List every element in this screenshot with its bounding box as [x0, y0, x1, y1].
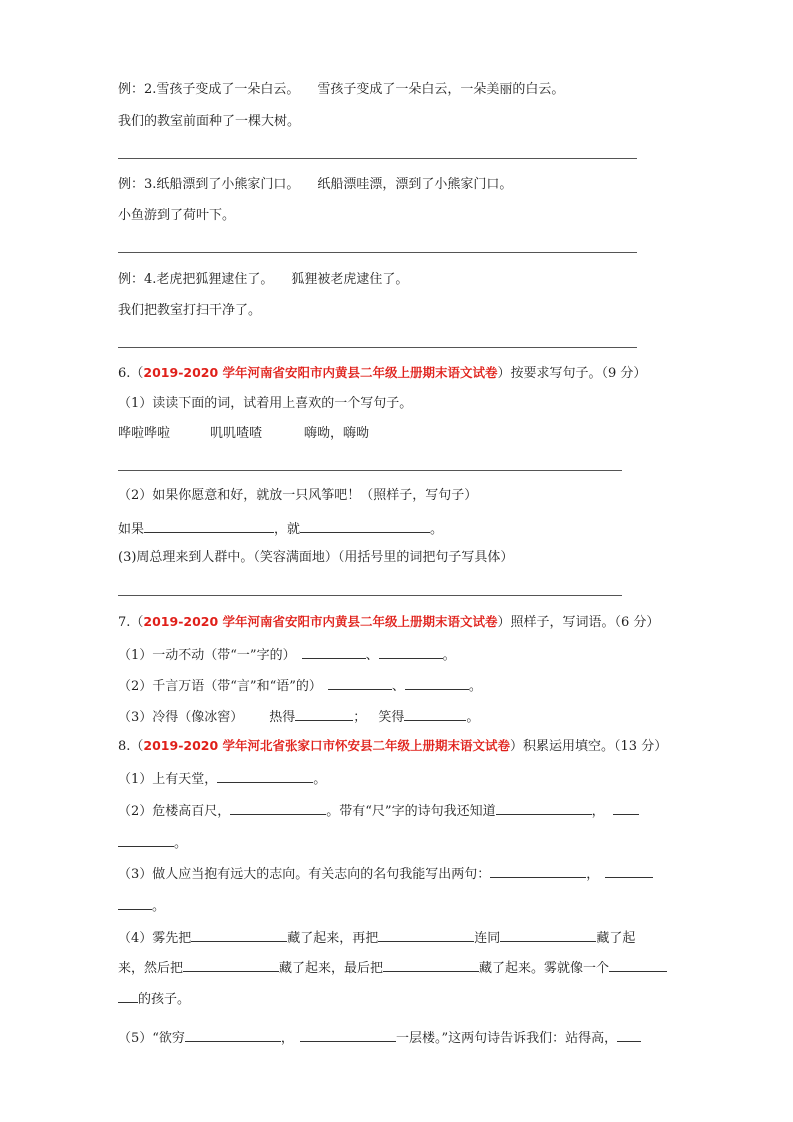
blank[interactable]	[605, 865, 653, 878]
blank[interactable]	[300, 1029, 396, 1042]
q8-sub4-cont	[118, 959, 667, 977]
answer-line[interactable]	[118, 347, 637, 348]
word: 哗啦哗啦	[118, 426, 171, 441]
q8-sub2	[118, 802, 639, 820]
q8-sub2-cont	[118, 834, 187, 852]
blank[interactable]	[609, 959, 667, 972]
prompt-sentence: 我们的教室前面种了一棵大树。	[118, 114, 301, 129]
blank[interactable]	[185, 1029, 281, 1042]
text: 。	[430, 522, 444, 537]
question-number: 6.（	[118, 366, 144, 381]
blank[interactable]	[383, 959, 479, 972]
q8-sub5	[118, 1029, 641, 1047]
text: 。	[468, 679, 482, 694]
text: 、	[391, 679, 405, 694]
blank[interactable]	[191, 929, 287, 942]
answer-line[interactable]	[118, 252, 637, 253]
example-rewritten: 狐狸被老虎逮住了。	[291, 272, 409, 287]
q8-sub3-cont	[118, 897, 165, 915]
blank[interactable]	[118, 897, 152, 910]
word: 叽叽喳喳	[210, 426, 263, 441]
text: （2）千言万语（带“言”和“语”的）	[118, 679, 322, 694]
q7-sub2	[118, 677, 482, 695]
text: 藏了起来，再把	[287, 931, 379, 946]
example-3	[118, 177, 512, 193]
text: 一层楼。”这两句诗告诉我们：站得高，	[395, 1031, 618, 1046]
question-instruction: ）照样子，写词语。（6 分）	[497, 615, 660, 630]
answer-line[interactable]	[118, 595, 622, 596]
blank[interactable]	[490, 865, 586, 878]
blank[interactable]	[217, 770, 313, 783]
answer-line[interactable]	[118, 470, 622, 471]
text: ；	[353, 710, 367, 725]
text: ，就	[274, 522, 301, 537]
text: ，	[280, 1031, 294, 1046]
q6-sub2-fill	[118, 520, 443, 538]
blank[interactable]	[328, 677, 392, 690]
prompt-sentence: 我们把教室打扫干净了。	[118, 303, 262, 318]
q8-sub4-end	[118, 990, 190, 1008]
blank[interactable]	[295, 708, 353, 721]
text: 藏了起	[596, 931, 636, 946]
question-6-heading	[118, 365, 646, 382]
example-original: 例：3.纸船漂到了小熊家门口。	[118, 177, 300, 192]
blank[interactable]	[500, 929, 596, 942]
text: 。	[174, 836, 188, 851]
source-label: 2019-2020 学年河南省安阳市内黄县二年级上册期末语文试卷	[143, 365, 498, 380]
text: 。	[466, 710, 480, 725]
text: 如果	[118, 522, 145, 537]
q7-sub1	[118, 646, 456, 664]
blank[interactable]	[118, 990, 138, 1003]
blank[interactable]	[302, 646, 366, 659]
q6-sub1: （1）读读下面的词，试着用上喜欢的一个写句子。	[118, 396, 413, 411]
text: （1）一动不动（带“一”字的）	[118, 648, 296, 663]
blank[interactable]	[617, 1029, 641, 1042]
text: 。带有“尺”字的诗句我还知道	[326, 804, 496, 819]
text: （1）上有天堂，	[118, 772, 218, 787]
text: ，	[591, 804, 605, 819]
blank[interactable]	[405, 677, 469, 690]
example-4	[118, 272, 408, 288]
q8-sub4	[118, 929, 635, 947]
word: 嗨呦，嗨呦	[304, 426, 370, 441]
source-label: 2019-2020 学年河北省张家口市怀安县二年级上册期末语文试卷	[143, 738, 511, 753]
blank[interactable]	[404, 708, 466, 721]
text: 来，然后把	[118, 961, 184, 976]
example-original: 例：4.老虎把狐狸逮住了。	[118, 272, 274, 287]
question-instruction: ）按要求写句子。（9 分）	[497, 366, 647, 381]
word-list	[118, 426, 369, 442]
text: 藏了起来。雾就像一个	[479, 961, 610, 976]
blank[interactable]	[118, 834, 174, 847]
example-rewritten: 雪孩子变成了一朵白云，一朵美丽的白云。	[317, 82, 565, 97]
text: （2）危楼高百尺，	[118, 804, 231, 819]
text: 笑得	[378, 710, 405, 725]
q8-sub1	[118, 770, 326, 788]
text: 热得	[269, 710, 296, 725]
blank[interactable]	[300, 520, 430, 533]
q8-sub3	[118, 865, 653, 883]
blank[interactable]	[379, 646, 443, 659]
question-instruction: ）积累运用填空。（13 分）	[510, 739, 668, 754]
blank[interactable]	[144, 520, 274, 533]
source-label: 2019-2020 学年河南省安阳市内黄县二年级上册期末语文试卷	[143, 614, 498, 629]
text: （4）雾先把	[118, 931, 192, 946]
question-number: 8.（	[118, 739, 144, 754]
text: ，	[586, 867, 600, 882]
answer-line[interactable]	[118, 158, 637, 159]
question-8-heading	[118, 738, 667, 755]
blank[interactable]	[496, 802, 592, 815]
text: （3）冷得（像冰窖）	[118, 710, 244, 725]
q6-sub2: （2）如果你愿意和好，就放一只风筝吧！（照样子，写句子）	[118, 488, 478, 503]
example-2	[118, 82, 564, 98]
text: 连同	[474, 931, 501, 946]
question-7-heading	[118, 614, 659, 631]
text: 。	[442, 648, 456, 663]
example-rewritten: 纸船漂哇漂，漂到了小熊家门口。	[317, 177, 513, 192]
example-original: 例：2.雪孩子变成了一朵白云。	[118, 82, 300, 97]
prompt-sentence: 小鱼游到了荷叶下。	[118, 208, 236, 223]
q6-sub3: (3)周总理来到人群中。（笑容满面地）（用括号里的词把句子写具体）	[118, 550, 514, 565]
blank[interactable]	[613, 802, 639, 815]
text: 藏了起来，最后把	[279, 961, 384, 976]
blank[interactable]	[183, 959, 279, 972]
text: （3）做人应当抱有远大的志向。有关志向的名句我能写出两句：	[118, 867, 491, 882]
question-number: 7.（	[118, 615, 144, 630]
blank[interactable]	[230, 802, 326, 815]
q7-sub3	[118, 708, 479, 726]
text: （5）“欲穷	[118, 1031, 185, 1046]
text: 。	[152, 899, 166, 914]
text: 。	[313, 772, 327, 787]
text: 、	[365, 648, 379, 663]
blank[interactable]	[378, 929, 474, 942]
text: 的孩子。	[138, 992, 191, 1007]
